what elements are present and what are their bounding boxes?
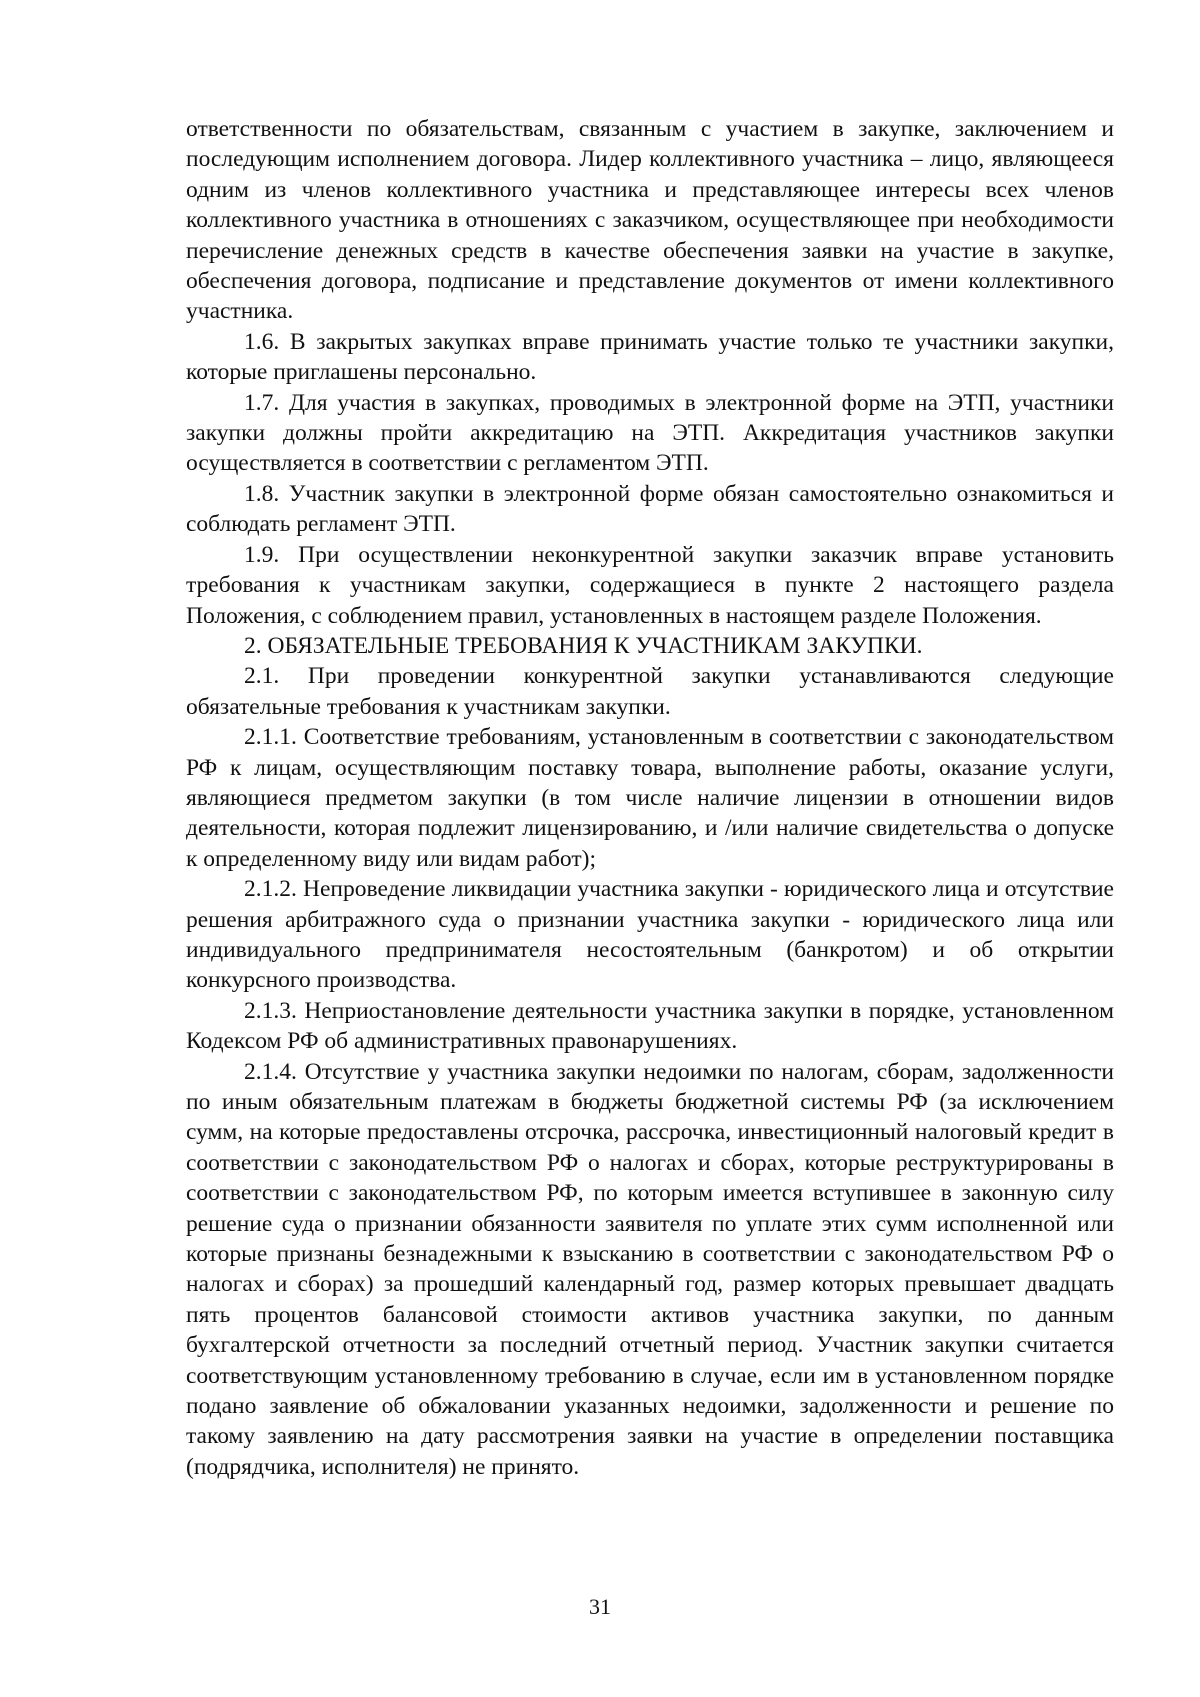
paragraph-1-7: 1.7. Для участия в закупках, проводимых в электронной форме на ЭТП, участники закупки должны пройти аккредитацию на ЭТП. Аккредитация участников закупки осуществляется в соответствии с регламентом ЭТП. xyxy=(186,389,1114,477)
paragraph-1-6: 1.6. В закрытых закупках вправе принимать участие только те участники закупки, которые приглашены персонально. xyxy=(186,328,1114,386)
paragraph-1-9: 1.9. При осуществлении неконкурентной закупки заказчик вправе установить требования к участникам закупки, содержащиеся в пункте 2 настоящего раздела Положения, с соблюдением правил, установленных в настоящем разделе Положения. xyxy=(186,541,1114,629)
page-number: 31 xyxy=(589,1594,611,1619)
document-body xyxy=(186,114,1114,1482)
paragraph-2-1-3: 2.1.3. Неприостановление деятельности участника закупки в порядке, установленном Кодексом РФ об административных правонарушениях. xyxy=(186,997,1114,1055)
paragraph-2-1-2: 2.1.2. Непроведение ликвидации участника закупки - юридического лица и отсутствие решения арбитражного суда о признании участника закупки - юридического лица или индивидуального предпринимателя несостоятельным (банкротом) и об открытии конкурсного производства. xyxy=(186,876,1114,994)
paragraph-2-1-1: 2.1.1. Соответствие требованиям, установленным в соответствии с законодательством РФ к лицам, осуществляющим поставку товара, выполнение работы, оказание услуги, являющиеся предметом закупки (в том числе наличие лицензии в отношении видов деятельности, которая подлежит лицензированию, и /или наличие свидетельства о допуске к определенному виду или видам работ); xyxy=(186,724,1114,872)
paragraph-2-1: 2.1. При проведении конкурентной закупки устанавливаются следующие обязательные требования к участникам закупки. xyxy=(186,663,1114,720)
paragraph-2-1-4: 2.1.4. Отсутствие у участника закупки недоимки по налогам, сборам, задолженности по иным обязательным платежам в бюджеты бюджетной системы РФ (за исключением сумм, на которые предоставлены отсрочка, рассрочка, инвестиционный налоговый кредит в соответствии с законодательством РФ о налогах и сборах, которые реструктурированы в соответствии с законодательством РФ, по которым имеется вступившее в законную силу решение суда о признании обязанности заявителя по уплате этих сумм исполненной или которые признаны безнадежными к взысканию в соответствии с законодательством РФ о налогах и сборах) за прошедший календарный год, размер которых превышает двадцать пять процентов балансовой стоимости активов участника закупки, по данным бухгалтерской отчетности за последний отчетный период. Участник закупки считается соответствующим установленному требованию в случае, если им в установленном порядке подано заявление об обжаловании указанных недоимки, задолженности и решение по такому заявлению на дату рассмотрения заявки на участие в определении поставщика (подрядчика, исполнителя) не принято. xyxy=(186,1058,1114,1480)
section-heading-2: 2. ОБЯЗАТЕЛЬНЫЕ ТРЕБОВАНИЯ К УЧАСТНИКАМ ЗАКУПКИ. xyxy=(244,632,923,659)
paragraph-continuation: ответственности по обязательствам, связанным с участием в закупке, заключением и последующим исполнением договора. Лидер коллективного участника – лицо, являющееся одним из членов коллективного участника и представляющее интересы всех членов коллективного участника в отношениях с заказчиком, осуществляющее при необходимости перечисление денежных средств в качестве обеспечения заявки на участие в закупке, обеспечения договора, подписание и представление документов от имени коллективного участника. xyxy=(186,116,1114,325)
paragraph-1-8: 1.8. Участник закупки в электронной форме обязан самостоятельно ознакомиться и соблюдать регламент ЭТП. xyxy=(186,480,1114,538)
